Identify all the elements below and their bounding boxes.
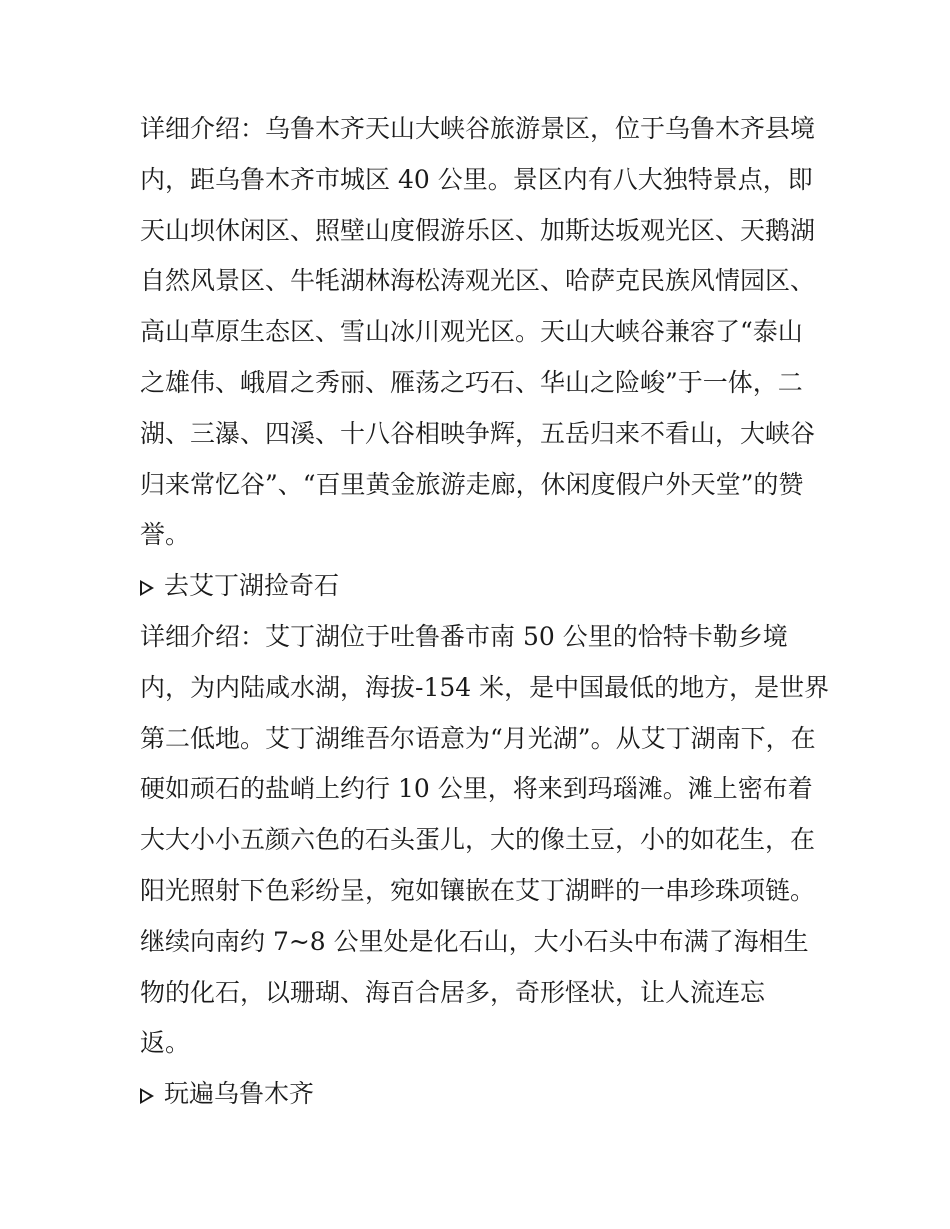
text-line: 物的化石，以珊瑚、海百合居多，奇形怪状，让人流连忘 [140,977,766,1007]
text-line: 第二低地。艾丁湖维吾尔语意为“月光湖”。从艾丁湖南下，在 [140,723,816,753]
text-line: 大大小小五颜六色的石头蛋儿，大的像土豆，小的如花生，在 [140,825,816,855]
triangle-bullet-icon [140,1088,154,1104]
text-line: 详细介绍：乌鲁木齐天山大峡谷旅游景区，位于乌鲁木齐县境 [140,114,816,143]
text-line: 内，距乌鲁木齐市城区 40 公里。景区内有八大独特景点，即 [140,164,813,194]
document-page [140,104,830,1120]
paragraph-aiding-lake [140,612,830,1069]
text-line: 内，为内陆咸水湖，海拔-154 米，是中国最低的地方，是世界 [140,672,830,702]
text-line: 硬如顽石的盐峭上约行 10 公里，将来到玛瑙滩。滩上密布着 [140,774,813,804]
text-line: 天山坝休闲区、照壁山度假游乐区、加斯达坂观光区、天鹅湖 [140,215,816,245]
text-line: 阳光照射下色彩纷呈，宛如镶嵌在艾丁湖畔的一串珍珠项链。 [140,875,816,905]
triangle-bullet-icon [140,580,154,596]
text-line: 归来常忆谷”、“百里黄金旅游走廊，休闲度假户外天堂”的赞 [140,469,804,499]
text-line: 高山草原生态区、雪山冰川观光区。天山大峡谷兼容了“泰山 [140,317,803,347]
paragraph-tianshan [140,104,815,561]
text-line: 继续向南约 7~8 公里处是化石山，大小石头中布满了海相生 [140,926,809,956]
text-line: 之雄伟、峨眉之秀丽、雁荡之巧石、华山之险峻”于一体，二 [140,367,803,397]
text-line: 誉。 [140,520,191,550]
heading-text: 去艾丁湖捡奇石 [164,571,340,601]
text-line: 返。 [140,1028,191,1058]
section-heading-aiding-lake [140,561,815,612]
text-line: 湖、三瀑、四溪、十八谷相映争辉，五岳归来不看山，大峡谷 [140,418,816,448]
text-line: 自然风景区、牛牦湖林海松涛观光区、哈萨克民族风情园区、 [140,266,816,296]
section-heading-urumqi [140,1069,815,1120]
heading-text: 玩遍乌鲁木齐 [164,1079,315,1109]
text-line: 详细介绍：艾丁湖位于吐鲁番市南 50 公里的恰特卡勒乡境 [140,621,788,651]
